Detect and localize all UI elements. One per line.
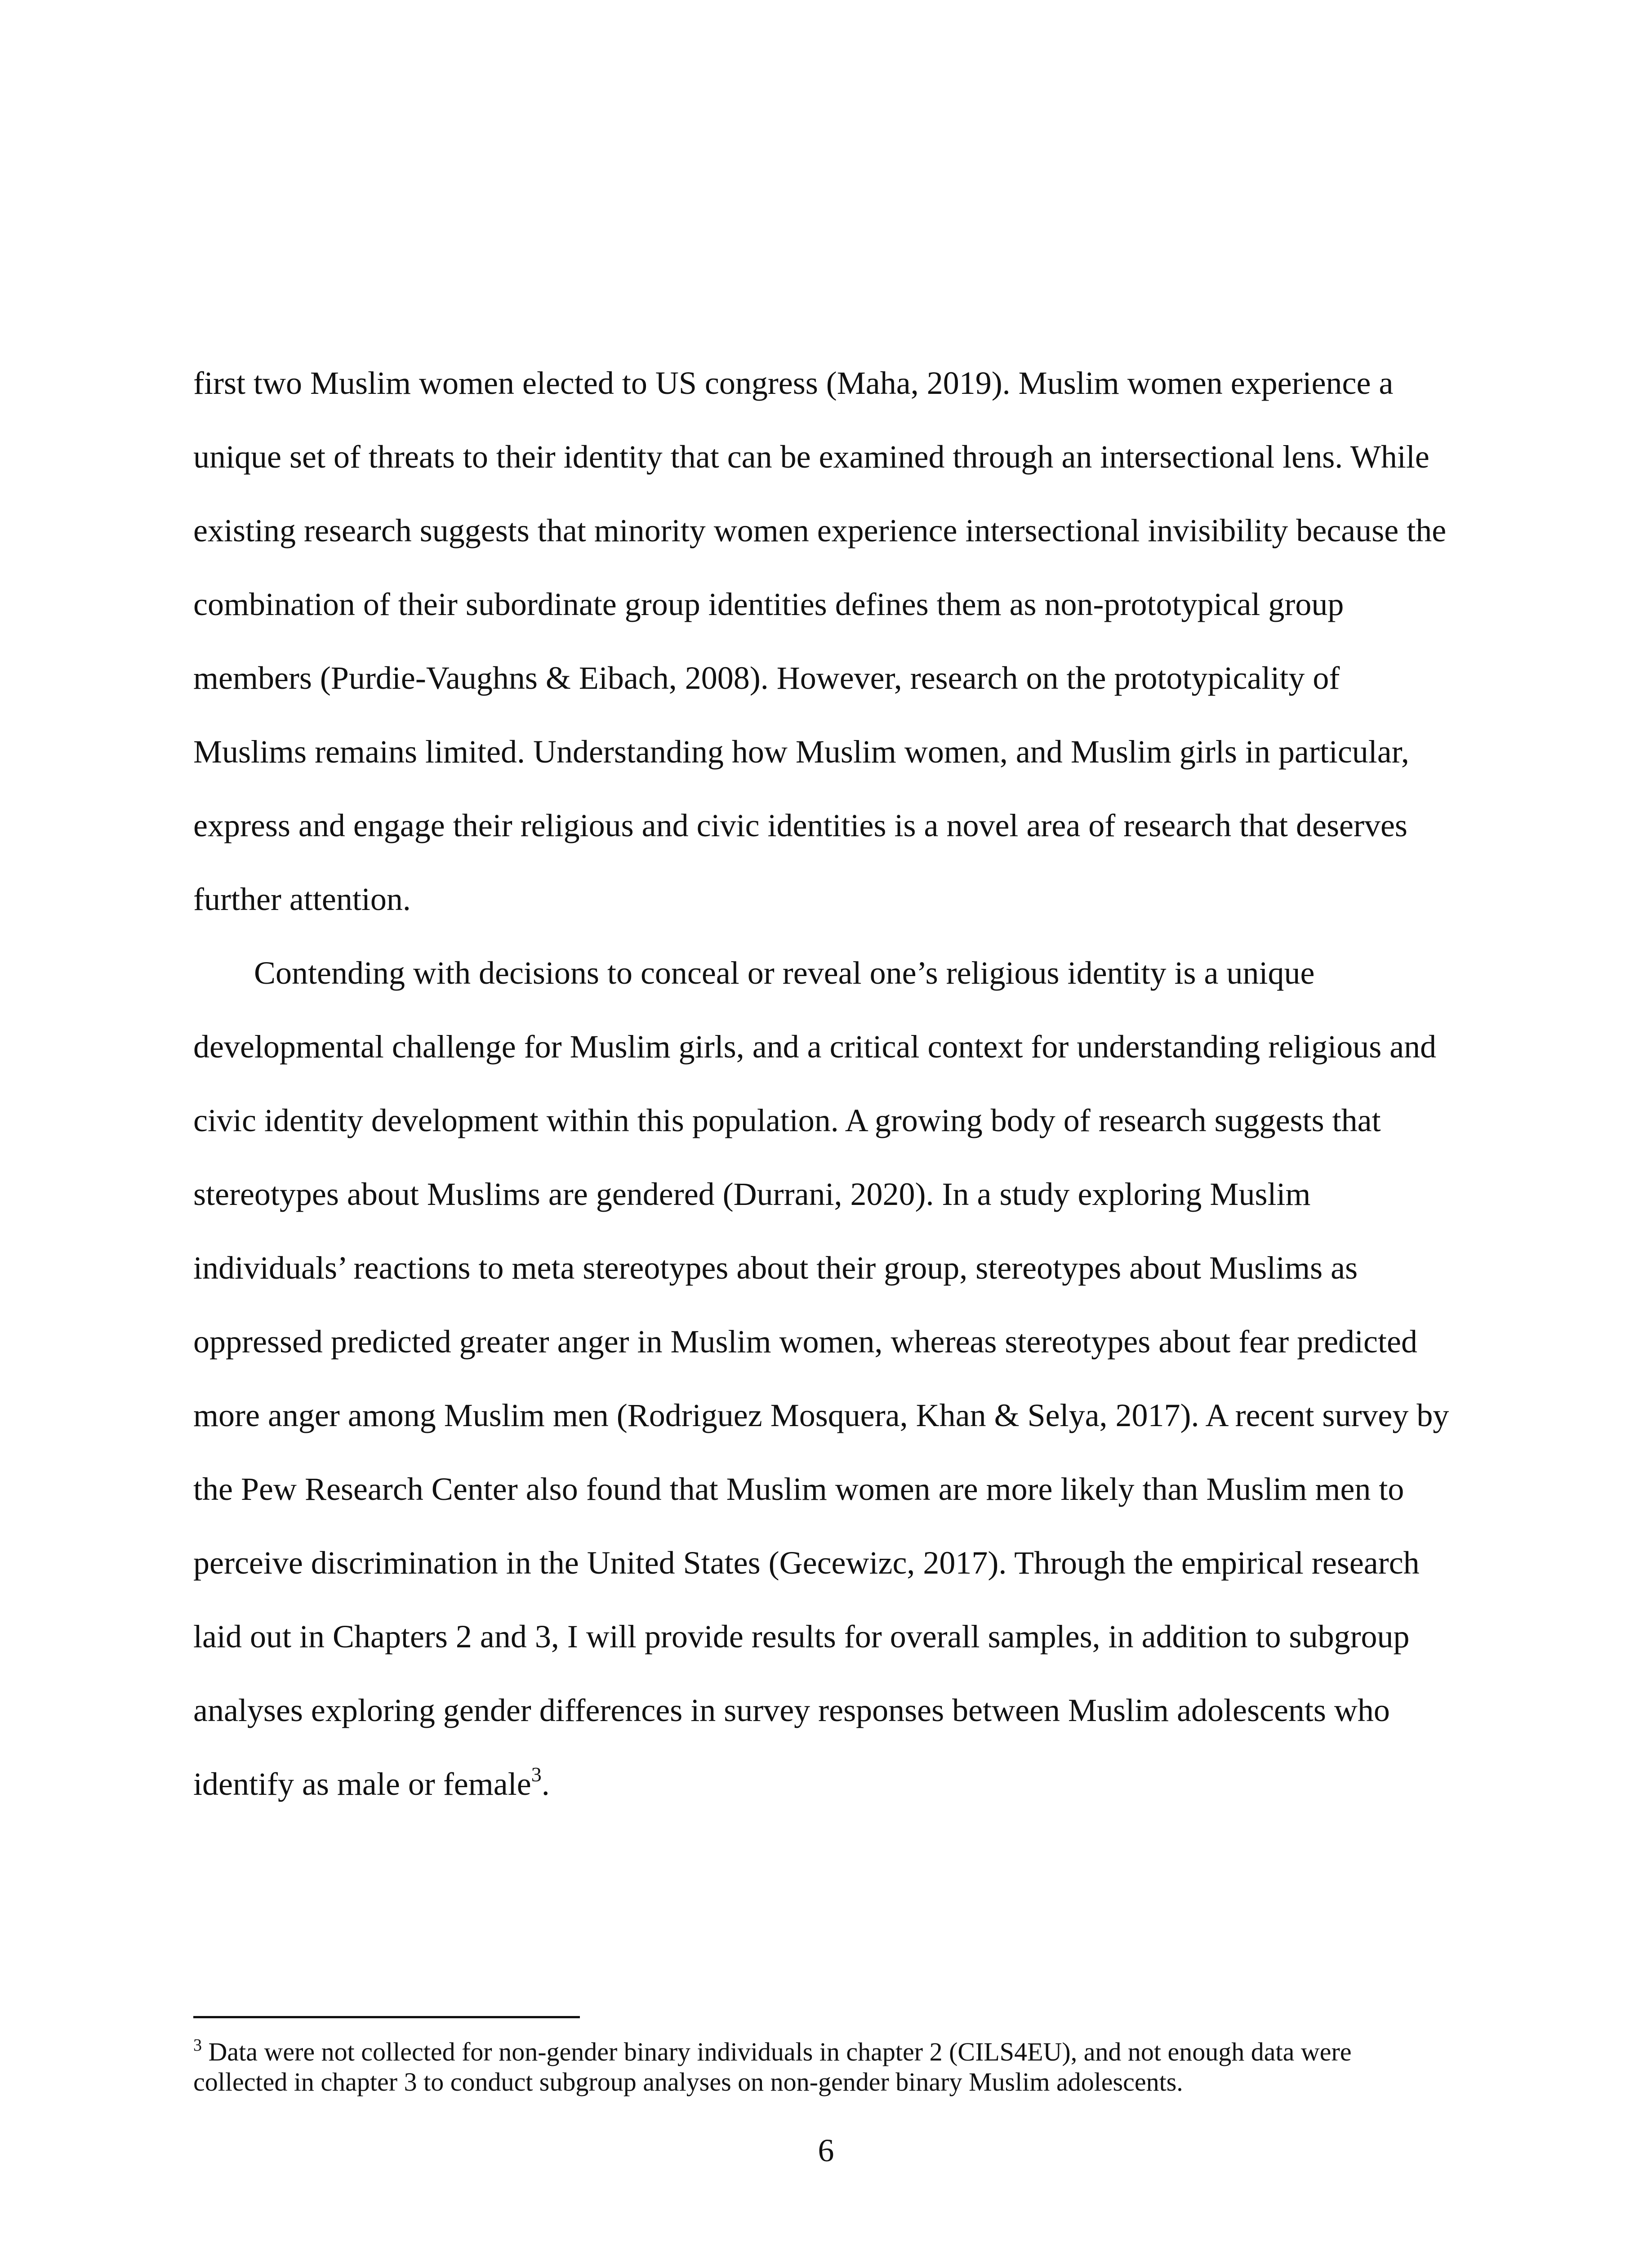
paragraph-2-last-line-end: . (541, 1766, 550, 1802)
paragraph-1-line-1: first two Muslim women elected to US congress (Maha, 2019). Muslim women experience a (193, 365, 1394, 401)
footnote-marker: 3 (193, 2036, 202, 2055)
paragraph-1-line-5: members (Purdie-Vaughns & Eibach, 2008). However, research on the prototypicality of (193, 660, 1340, 696)
paragraph-1-line-8: further attention. (193, 881, 411, 917)
paragraph-2-line-11: analyses exploring gender differences in survey responses between Muslim adolescents who (193, 1692, 1390, 1728)
paragraph-2-line-10: laid out in Chapters 2 and 3, I will provide results for overall samples, in addition to subgroup (193, 1619, 1410, 1655)
body-text (193, 346, 1461, 1821)
paragraph-2-line-6: oppressed predicted greater anger in Muslim women, whereas stereotypes about fear predicted (193, 1324, 1417, 1360)
paragraph-2-line-4: stereotypes about Muslims are gendered (Durrani, 2020). In a study exploring Muslim (193, 1176, 1311, 1212)
footnote-reference[interactable]: 3 (531, 1763, 542, 1786)
paragraph-2-line-1: Contending with decisions to conceal or reveal one’s religious identity is a unique (254, 955, 1315, 991)
paragraph-2-line-9: perceive discrimination in the United States (Gecewizc, 2017). Through the empirical research (193, 1545, 1420, 1581)
footnote (193, 2037, 1461, 2097)
paragraph-2-line-5: individuals’ reactions to meta stereotypes about their group, stereotypes about Muslims as (193, 1250, 1358, 1286)
footnote-line-2: collected in chapter 3 to conduct subgroup analyses on non-gender binary Muslim adolescents. (193, 2067, 1183, 2096)
paragraph-1-line-2: unique set of threats to their identity that can be examined through an intersectional lens. While (193, 439, 1429, 475)
paragraph-2-line-7: more anger among Muslim men (Rodriguez Mosquera, Khan & Selya, 2017). A recent survey by (193, 1397, 1449, 1433)
footnote-separator (193, 2016, 580, 2018)
paragraph-2-line-12 (193, 1747, 1461, 1821)
paragraph-2-line-8: the Pew Research Center also found that Muslim women are more likely than Muslim men to (193, 1471, 1404, 1507)
paragraph-1-line-4: combination of their subordinate group identities defines them as non-prototypical group (193, 586, 1344, 622)
footnote-line-1-text: Data were not collected for non-gender binary individuals in chapter 2 (CILS4EU), and not enough data were (202, 2037, 1352, 2066)
paragraph-2-line-3: civic identity development within this population. A growing body of research suggests that (193, 1102, 1381, 1138)
footnote-line-1 (193, 2037, 1461, 2067)
paragraph-1-line-7: express and engage their religious and civic identities is a novel area of research that deserves (193, 807, 1407, 843)
paragraph-2-line-2: developmental challenge for Muslim girls, and a critical context for understanding religious and (193, 1029, 1437, 1065)
page-number: 6 (818, 2132, 834, 2168)
paragraph-1-line-6: Muslims remains limited. Understanding how Muslim women, and Muslim girls in particular, (193, 734, 1409, 770)
paragraph-1-line-3: existing research suggests that minority women experience intersectional invisibility because the (193, 513, 1447, 549)
paragraph-2-last-line-text: identify as male or female (193, 1766, 531, 1802)
